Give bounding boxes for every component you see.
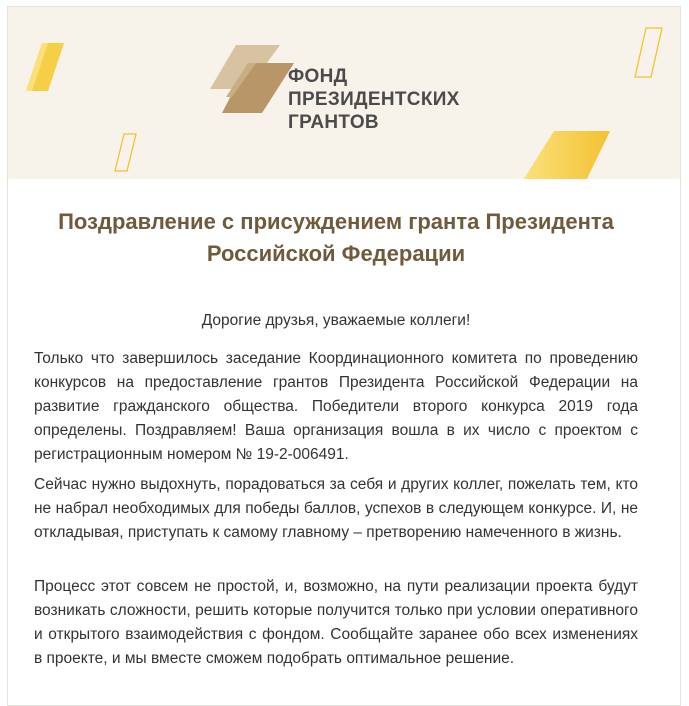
gold-shape-bottom-right-icon xyxy=(520,125,610,179)
logo-line-2: ПРЕЗИДЕНТСКИХ xyxy=(288,89,460,110)
gold-outline-right-icon xyxy=(634,27,664,79)
paragraph-1: Только что завершилось заседание Координационного комитета по проведению конкурсов на предоставление грантов Президента Российской Федерации на развитие гражданского общества. Победители второго конкурса 2019 года определены. Поздравляем! Ваша организация вошла в их число с проектом с регистрационным номером № 19-2-006491. xyxy=(34,350,638,463)
gold-outline-left-icon xyxy=(114,133,138,173)
logo-line-1: ФОНД xyxy=(288,66,348,87)
title-line-2: Российской Федерации xyxy=(206,241,466,266)
title-line-1: Поздравление с присуждением гранта Президента xyxy=(58,209,614,234)
fund-logo-icon xyxy=(208,43,298,119)
paragraph-3: Процесс этот совсем не простой, и, возможно, на пути реализации проекта будут возникать сложности, решить которые получится только при условии оперативного и открытого взаимодействия с фондом. Сообщайте заранее обо всех изменениях в проекте, и мы вместе сможем подобрать оптимальное решение. xyxy=(34,578,638,667)
email-header-banner xyxy=(8,7,680,179)
email-title xyxy=(20,206,652,270)
greeting: Дорогие друзья, уважаемые коллеги! xyxy=(201,312,471,329)
gold-shape-top-left-icon xyxy=(26,43,66,93)
fund-logo-text xyxy=(288,65,460,134)
paragraph-2: Сейчас нужно выдохнуть, порадоваться за себя и других коллег, пожелать тем, кто не набрал необходимых для победы баллов, успехов в следующем конкурсе. И, не откладывая, приступать к самому главному – претворению намеченного в жизнь. xyxy=(34,476,638,541)
logo-line-3: ГРАНТОВ xyxy=(288,112,379,133)
